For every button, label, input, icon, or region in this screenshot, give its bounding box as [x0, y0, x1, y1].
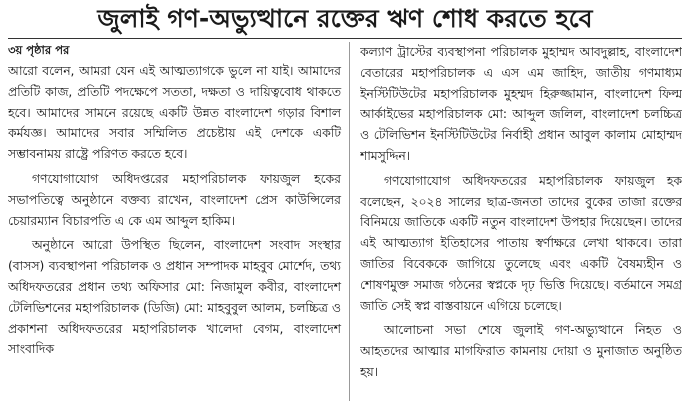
- right-column: [360, 42, 682, 401]
- paragraph: গণযোগাযোগ অধিদফতরের মহাপরিচালক ফায়জুল হক বলেছেন, ২০২৪ সালের ছাত্র-জনতা তাদের বুকের তাজা রক্তের বিনিময়ে জাতিকে একটি নতুন বাংলাদেশ উপহার দিয়েছেন। তাদের এই আত্মত্যাগ ইতিহাসের পাতায় স্বর্ণাক্ষরে লেখা থাকবে। তারা জাতির বিবেককে জাগিয়ে তুলেছে এবং একটি বৈষম্যহীন ও শোষণমুক্ত সমাজ গঠনের স্বপ্নকে দৃঢ় ভিত্তি দিয়েছে। বর্তমানে সমগ্র জাতি সেই স্বপ্ন বাস্তবায়নে এগিয়ে চলেছে।: [359, 173, 682, 313]
- paragraph: অনুষ্ঠানে আরো উপস্থিত ছিলেন, বাংলাদেশ সংবাদ সংস্থার (বাসস) ব্যবস্থাপনা পরিচালক ও প্রধান সম্পাদক মাহবুব মোর্শেদ, তথ্য অধিদফতরের প্রধান তথ্য অফিসার মো: নিজামুল কবীর, বাংলাদেশ টেলিভিশনের মহাপরিচালক (ডিজি) মো: মাহবুবুল আলম, চলচ্চিত্র ও প্রকাশনা অধিদফতরের মহাপরিচালক খালেদা বেগম, বাংলাদেশ সাংবাদিক: [8, 238, 341, 357]
- article-body: [8, 42, 682, 401]
- paragraph: কল্যাণ ট্রাস্টের ব্যবস্থাপনা পরিচালক মুহাম্মদ আবদুল্লাহ, বাংলাদেশ বেতারের মহাপরিচালক এ এস এম জাহিদ, জাতীয় গণমাধ্যম ইনস্টিটিউটের মহাপরিচালক মুহম্মদ হিরুজ্জামান, বাংলাদেশ ফিল্ম আর্কাইভের মহাপরিচালক মো: আব্দুল জলিল, বাংলাদেশ চলচ্চিত্র ও টেলিভিশন ইনস্টিটিউটের নির্বাহী প্রধান আবুল কালাম মোহাম্মদ শামসুদ্দিন।: [359, 45, 682, 163]
- left-column: [8, 42, 350, 401]
- paragraph: আরো বলেন, আমরা যেন এই আত্মত্যাগকে ভুলে না যাই। আমাদের প্রতিটি কাজ, প্রতিটি পদক্ষেপে সততা, দক্ষতা ও দায়িত্ববোধ থাকতে হবে। আমাদের সামনে রয়েছে একটি উন্নত বাংলাদেশ গড়ার বিশাল কর্মযজ্ঞ। আমাদের সবার সম্মিলিত প্রচেষ্টায় এই দেশকে একটি সম্ভাবনাময় রাষ্ট্রে পরিণত করতে হবে।: [8, 64, 341, 162]
- continued-from-label: ৩য় পৃষ্ঠার পর: [8, 43, 70, 57]
- paragraph: গণযোগাযোগ অধিদপ্তরের মহাপরিচালক ফায়জুল হকের সভাপতিত্বে অনুষ্ঠানে বক্তব্য রাখেন, বাংলাদেশ প্রেস কাউন্সিলের চেয়ারম্যান বিচারপতি এ কে এম আব্দুল হাকিম।: [8, 171, 341, 228]
- article-headline: জুলাই গণ-অভ্যুত্থানে রক্তের ঋণ শোধ করতে হবে: [8, 0, 682, 39]
- paragraph: আলোচনা সভা শেষে জুলাই গণ-অভ্যুত্থানে নিহত ও আহতদের আত্মার মাগফিরাত কামনায় দোয়া ও মুনাজাত অনুষ্ঠিত হয়।: [359, 323, 682, 379]
